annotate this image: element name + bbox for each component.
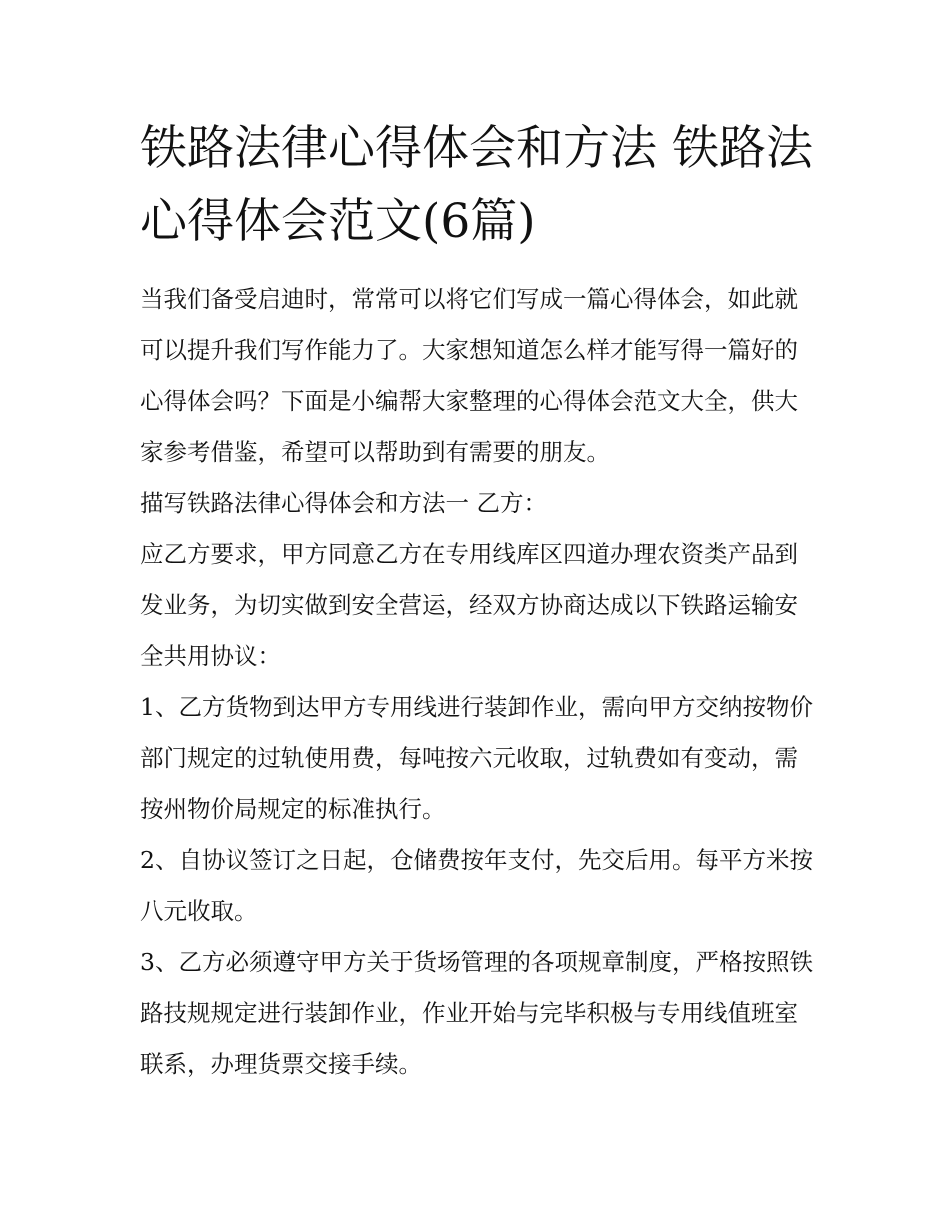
intro-paragraph: 当我们备受启迪时，常常可以将它们写成一篇心得体会，如此就可以提升我们写作能力了。大家想知道怎么样才能写得一篇好的心得体会吗？下面是小编帮大家整理的心得体会范文大全，供大家参考借鉴，希望可以帮助到有需要的朋友。 bbox=[140, 285, 798, 466]
section-heading: 描写铁路法律心得体会和方法一 乙方： bbox=[140, 489, 547, 517]
document-title: 铁路法律心得体会和方法 铁路法心得体会范文(6篇) bbox=[140, 121, 813, 249]
clause-3: 3、乙方必须遵守甲方关于货场管理的各项规章制度，严格按照铁路技规规定进行装卸作业，作业开始与完毕积极与专用线值班室联系，办理货票交接手续。 bbox=[140, 948, 813, 1078]
clause-1: 1、乙方货物到达甲方专用线进行装卸作业，需向甲方交纳按物价部门规定的过轨使用费，每吨按六元收取，过轨费如有变动，需按州物价局规定的标准执行。 bbox=[140, 693, 813, 823]
clause-2: 2、自协议签订之日起，仓储费按年支付，先交后用。每平方米按八元收取。 bbox=[140, 846, 813, 925]
agreement-paragraph: 应乙方要求，甲方同意乙方在专用线库区四道办理农资类产品到发业务，为切实做到安全营运，经双方协商达成以下铁路运输安全共用协议： bbox=[140, 540, 798, 670]
document-body bbox=[140, 112, 820, 1090]
